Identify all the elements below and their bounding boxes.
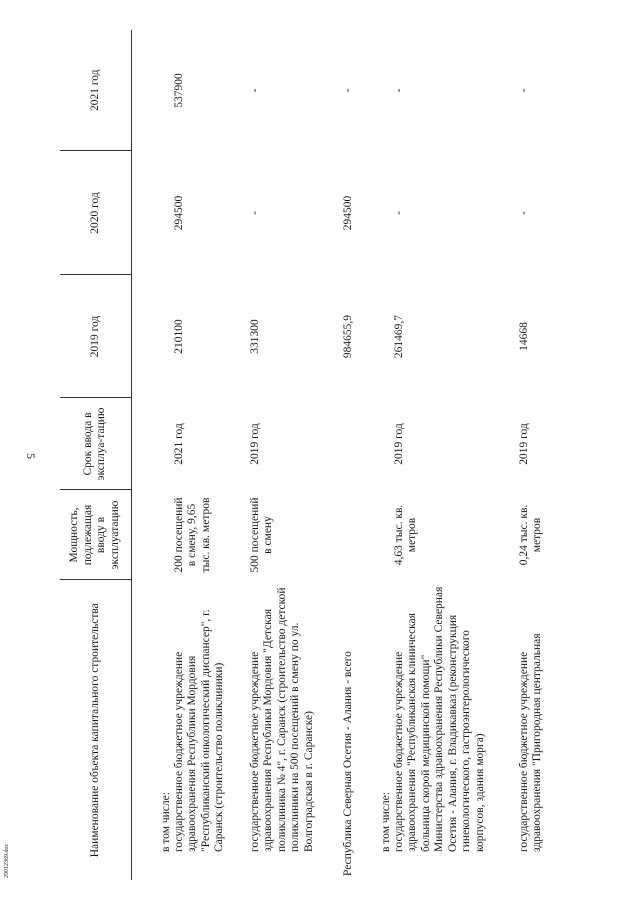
table-row — [249, 30, 342, 880]
row-2021: - — [249, 88, 261, 93]
row-capacity — [368, 490, 393, 580]
row-name: в том числе: — [379, 792, 392, 852]
row-2019 — [131, 275, 173, 398]
row-2020: - — [393, 211, 405, 215]
header-capacity: Мощность, подлежащая вводу в эксплуатацию — [60, 490, 131, 580]
row-2019: 331300 — [249, 319, 261, 354]
row-name: государственное бюджетное учреждение здравоохранения Республики Мордовия "Детская поликлиника № 4", г. Саранск (строительство детской поликлиники на 500 посещений в смену по ул. Волгоградская в г. Саранске) — [249, 587, 315, 852]
table-header-row — [60, 30, 131, 880]
capital-construction-table — [60, 30, 585, 880]
table-row — [393, 30, 518, 880]
table-row — [173, 30, 249, 880]
page-number: 5 — [24, 453, 38, 459]
row-2020: - — [249, 211, 261, 215]
row-2021: - — [342, 88, 354, 93]
row-capacity — [131, 490, 173, 580]
table-row — [131, 30, 173, 880]
header-year-2021: 2021 год — [60, 30, 131, 151]
row-2019: 14668 — [518, 322, 530, 351]
row-capacity: 500 посещений в смену — [249, 497, 275, 573]
row-2021: - — [393, 88, 405, 93]
row-term — [368, 398, 393, 490]
row-capacity: 200 посещений в смену, 9,65 тыс. кв. метров — [173, 497, 212, 573]
row-2020: - — [518, 211, 530, 215]
row-2021 — [131, 30, 173, 151]
row-2019: 984655,9 — [342, 314, 354, 359]
header-year-2019: 2019 год — [60, 275, 131, 398]
row-name: государственное бюджетное учреждение здравоохранения "Пригородная центральная — [518, 633, 544, 852]
footer-filename: 29012369.doc — [4, 843, 10, 878]
table-row — [342, 30, 368, 880]
row-2020 — [368, 151, 393, 275]
row-term — [342, 398, 368, 490]
table-row — [518, 30, 585, 880]
row-term: 2019 год — [518, 423, 530, 465]
row-2020: 294500 — [342, 195, 354, 231]
row-name: государственное бюджетное учреждение здравоохранения "Республиканская клиническая больница скорой медицинской помощи" Министерства здравоохранения Республики Северная Осетия - Алания, г. Владикавказ (реконструкция гинекологического, гастроэнтерологического корпусов, здания морга) — [393, 586, 486, 852]
rotated-table-container — [60, 30, 585, 880]
row-term: 2021 год — [173, 423, 185, 465]
row-term: 2019 год — [393, 423, 405, 465]
row-2019: 210100 — [173, 319, 185, 354]
row-2021: - — [518, 88, 530, 93]
row-capacity — [342, 490, 368, 580]
row-capacity: 0,24 тыс. кв. метров — [518, 504, 544, 566]
row-term — [131, 398, 173, 490]
row-2021 — [368, 30, 393, 151]
row-2019: 261469,7 — [393, 314, 405, 359]
row-name: в том числе: — [159, 792, 172, 852]
row-name: государственное бюджетное учреждение здравоохранения Республики Мордовия "Республиканский онкологический диспансер", г. Саранск (строительство поликлиники) — [173, 609, 226, 852]
row-name: Республика Северная Осетия - Алания - всего — [342, 651, 354, 876]
row-2020: 294500 — [173, 195, 185, 231]
table-row — [368, 30, 393, 880]
header-year-2020: 2020 год — [60, 151, 131, 275]
row-2020 — [131, 151, 173, 275]
row-capacity: 4,63 тыс. кв. метров — [393, 504, 419, 566]
row-2019 — [368, 275, 393, 398]
row-2021: 537900 — [173, 73, 185, 108]
header-commissioning-term: Срок ввода в эксплуа-тацию — [60, 398, 131, 490]
row-term: 2019 год — [249, 423, 261, 465]
header-object-name: Наименование объекта капитального строительства — [60, 580, 131, 880]
